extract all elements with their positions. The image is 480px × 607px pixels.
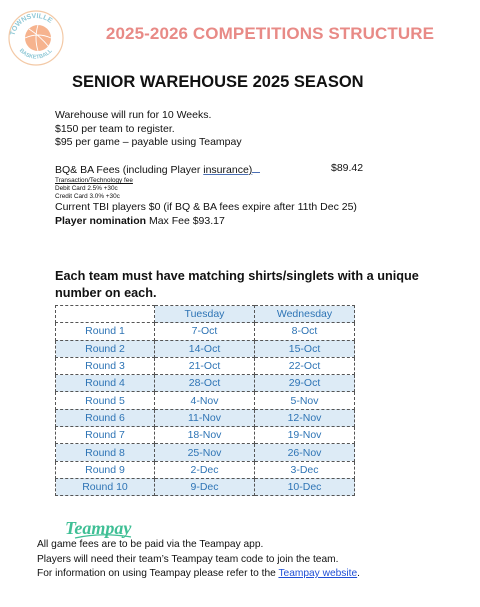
rounds-table	[55, 305, 355, 496]
fees-amount: $89.42	[331, 161, 364, 174]
round-label: Round 4	[56, 375, 155, 392]
round-date: 18-Nov	[155, 427, 255, 444]
teampay-website-link[interactable]: Teampay website	[278, 568, 358, 579]
logo-text-top: TOWNSVILLE	[9, 12, 54, 37]
nomination-fee: Max Fee $93.17	[146, 214, 225, 227]
logo-text-bottom: BASKETBALL	[17, 47, 54, 61]
footer-line-app: All game fees are to be paid via the Teampay app.	[37, 539, 264, 550]
table-row	[56, 409, 355, 426]
table-row	[56, 444, 355, 461]
round-date: 2-Dec	[155, 461, 255, 478]
table-row	[56, 478, 355, 495]
fees-label: BQ& BA Fees (including Player	[55, 163, 204, 176]
townsville-basketball-logo-icon	[4, 6, 68, 70]
shirts-notice: Each team must have matching shirts/singlets with a unique number on each.	[55, 269, 419, 300]
teampay-logo-text: Teampay	[65, 518, 132, 538]
round-date: 26-Nov	[255, 444, 355, 461]
logo-ball	[25, 25, 51, 51]
page-title: 2025-2026 COMPETITIONS STRUCTURE	[105, 24, 435, 43]
footer	[37, 538, 360, 582]
info-line-game-fee: $95 per game – payable using Teampay	[55, 136, 242, 149]
info-block	[55, 109, 415, 229]
round-date: 11-Nov	[155, 409, 255, 426]
round-date: 3-Dec	[255, 461, 355, 478]
round-date: 4-Nov	[155, 392, 255, 409]
round-date: 28-Oct	[155, 375, 255, 392]
round-date: 25-Nov	[155, 444, 255, 461]
credit-card-fee: Credit Card 3.0% +30c	[55, 193, 120, 201]
round-date: 29-Oct	[255, 375, 355, 392]
footer-line-info: For information on using Teampay please refer to the Teampay website.	[37, 568, 360, 579]
round-label: Round 2	[56, 340, 155, 357]
table-row	[56, 323, 355, 340]
round-label: Round 9	[56, 461, 155, 478]
round-label: Round 6	[56, 409, 155, 426]
round-label: Round 3	[56, 357, 155, 374]
table-header-cell	[56, 306, 155, 323]
fees-insurance: insurance)	[203, 163, 253, 176]
footer-line-code: Players will need their team’s Teampay team code to join the team.	[37, 553, 339, 565]
nomination-label: Player nomination	[55, 214, 147, 227]
round-date: 10-Dec	[255, 478, 355, 495]
round-date: 7-Oct	[155, 323, 255, 340]
round-date: 15-Oct	[255, 340, 355, 357]
transaction-fee-label: Transaction/Technology fee	[55, 177, 133, 185]
season-title: SENIOR WAREHOUSE 2025 SEASON	[72, 73, 364, 91]
round-label: Round 7	[56, 427, 155, 444]
round-date: 22-Oct	[255, 357, 355, 374]
info-line-weeks: Warehouse will run for 10 Weeks.	[55, 109, 212, 121]
table-row	[56, 357, 355, 374]
table-header-cell: Wednesday	[255, 306, 355, 323]
round-label: Round 8	[56, 444, 155, 461]
round-label: Round 5	[56, 392, 155, 409]
table-row	[56, 340, 355, 357]
round-label: Round 1	[56, 323, 155, 340]
round-date: 8-Oct	[255, 323, 355, 340]
round-date: 9-Dec	[155, 478, 255, 495]
round-date: 5-Nov	[255, 392, 355, 409]
table-row	[56, 461, 355, 478]
table-header-row	[56, 306, 355, 323]
table-row	[56, 427, 355, 444]
round-date: 14-Oct	[155, 340, 255, 357]
round-label: Round 10	[56, 478, 155, 495]
table-header-cell: Tuesday	[155, 306, 255, 323]
fees-row	[55, 162, 415, 178]
tbi-line: Current TBI players $0 (if BQ & BA fees expire after 11th Dec 25)	[55, 201, 357, 214]
nomination-line	[55, 215, 415, 229]
round-date: 19-Nov	[255, 427, 355, 444]
table-row	[56, 392, 355, 409]
debit-card-fee: Debit Card 2.5% +30c	[55, 185, 118, 193]
table-row	[56, 375, 355, 392]
round-date: 21-Oct	[155, 357, 255, 374]
info-line-registration: $150 per team to register.	[55, 122, 175, 135]
round-date: 12-Nov	[255, 409, 355, 426]
